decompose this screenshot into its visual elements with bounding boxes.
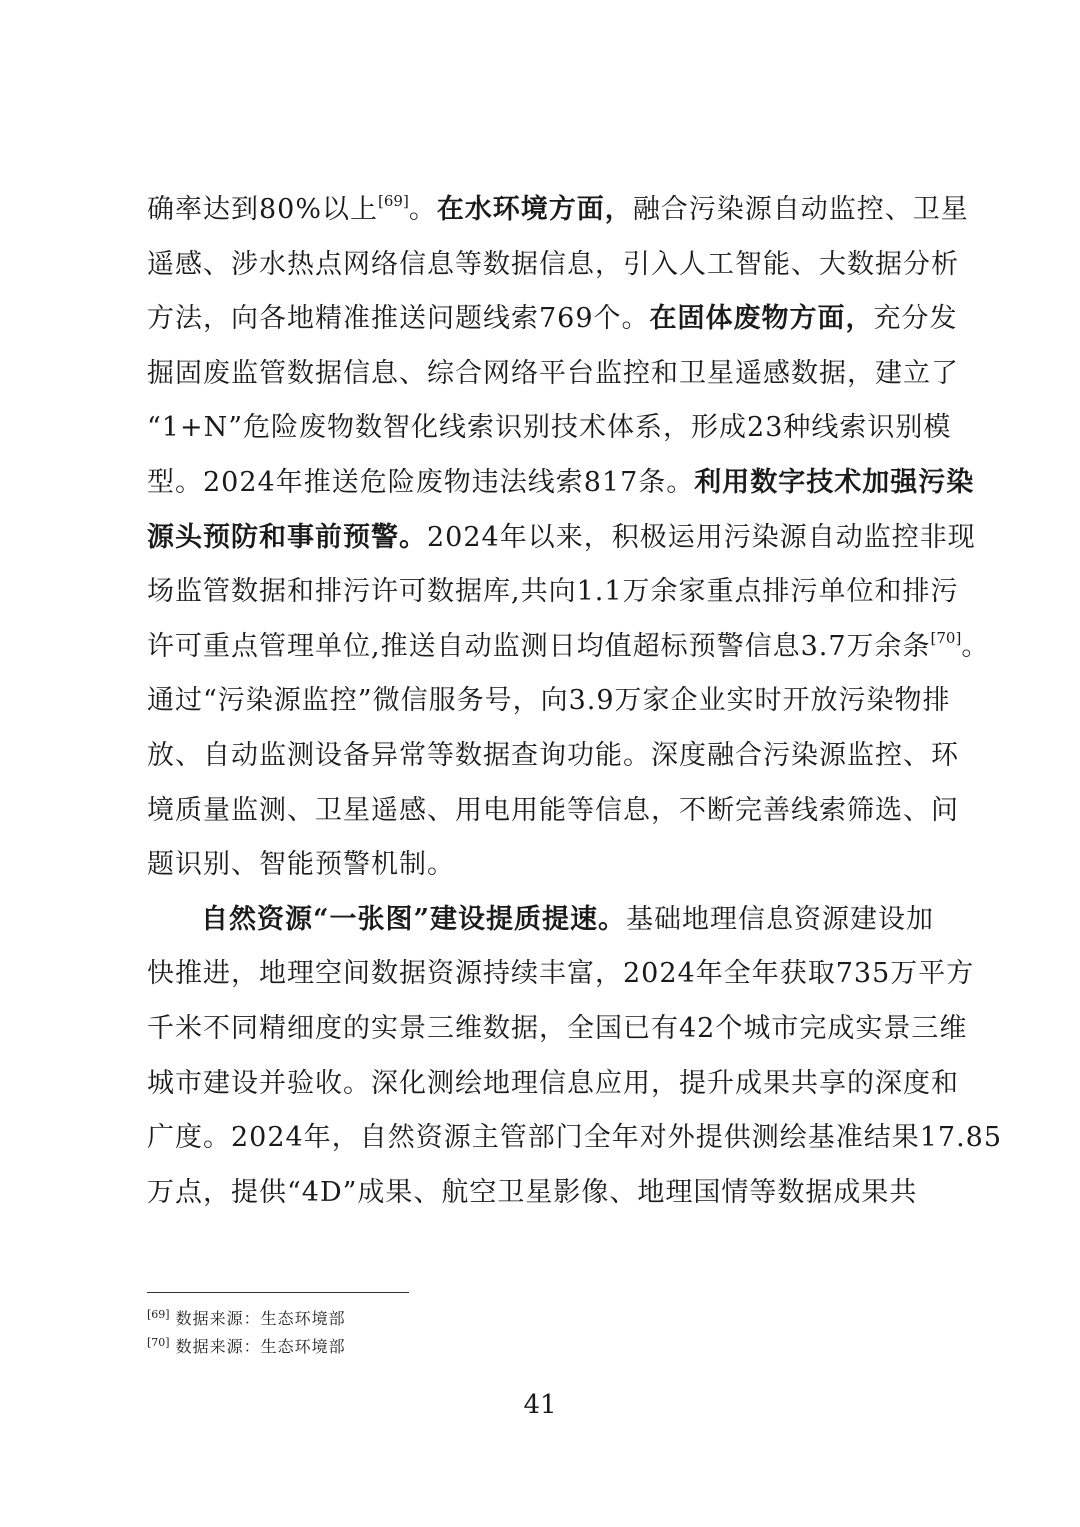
- text-line: 快推进，地理空间数据资源持续丰富，2024年全年获取735万平方: [147, 958, 975, 990]
- text-line: 广度。2024年，自然资源主管部门全年对外提供测绘基准结果17.85: [147, 1122, 1003, 1154]
- bold-heading: 利用数字技术加强污染: [694, 466, 975, 498]
- text-line: “1+N”危险废物数智化线索识别技术体系，形成23种线索识别模: [147, 412, 952, 444]
- text-line: 确率达到80%以上[69]。在水环境方面，融合污染源自动监控、卫星: [147, 192, 969, 225]
- footnote-mark: [69]: [147, 1308, 170, 1321]
- text-line: 题识别、智能预警机制。: [147, 849, 455, 881]
- bold-heading: 自然资源“一张图”建设提质提速。: [201, 903, 627, 935]
- footnote-item: [147, 1333, 346, 1361]
- footnote-divider: [147, 1292, 409, 1293]
- bold-heading: 源头预防和事前预警。: [147, 521, 427, 553]
- text-line: 型。2024年推送危险废物违法线索817条。利用数字技术加强污染: [147, 466, 975, 498]
- text-line: 许可重点管理单位,推送自动监测日均值超标预警信息3.7万余条[70]。: [147, 628, 990, 662]
- text-line: 千米不同精细度的实景三维数据，全国已有42个城市完成实景三维: [147, 1012, 968, 1044]
- text-line: 掘固废监管数据信息、综合网络平台监控和卫星遥感数据，建立了: [147, 357, 959, 389]
- bold-heading: 在水环境方面，: [436, 194, 633, 225]
- footnote-ref-70[interactable]: [70]: [930, 628, 962, 647]
- footnote-ref-69[interactable]: [69]: [378, 192, 409, 210]
- footnote-text: 数据来源：生态环境部: [175, 1309, 346, 1328]
- text-line: 万点，提供“4D”成果、航空卫星影像、地理国情等数据成果共: [147, 1176, 918, 1208]
- text-line: 放、自动监测设备异常等数据查询功能。深度融合污染源监控、环: [147, 739, 959, 771]
- body-text: [147, 183, 1003, 1220]
- text-line: 方法，向各地精准推送问题线索769个。在固体废物方面，充分发: [147, 303, 958, 335]
- text-line: 遥感、涉水热点网络信息等数据信息，引入人工智能、大数据分析: [147, 248, 959, 280]
- footnote-item: [147, 1305, 346, 1333]
- text-line: 场监管数据和排污许可数据库,共向1.1万余家重点排污单位和排污: [147, 576, 959, 608]
- text-line: 源头预防和事前预警。2024年以来，积极运用污染源自动监控非现: [147, 521, 976, 553]
- text-line: 境质量监测、卫星遥感、用电用能等信息，不断完善线索筛选、问: [147, 794, 959, 826]
- footnotes: [147, 1305, 346, 1361]
- bold-heading: 在固体废物方面，: [649, 303, 874, 335]
- text-line: 通过“污染源监控”微信服务号，向3.9万家企业实时开放污染物排: [147, 685, 951, 717]
- text-line: 自然资源“一张图”建设提质提速。基础地理信息资源建设加: [201, 903, 935, 935]
- text-line: 城市建设并验收。深化测绘地理信息应用，提升成果共享的深度和: [147, 1067, 959, 1099]
- footnote-text: 数据来源：生态环境部: [175, 1337, 346, 1356]
- page-number: 41: [523, 1390, 557, 1420]
- footnote-mark: [70]: [147, 1336, 170, 1349]
